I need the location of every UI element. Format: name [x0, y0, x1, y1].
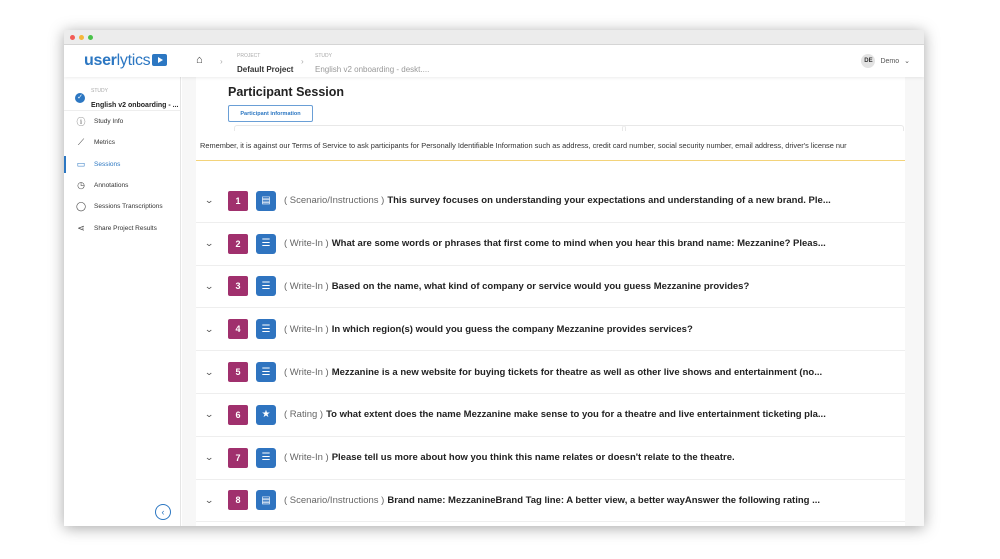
chevron-down-icon[interactable]: ⌄ [204, 280, 215, 291]
pii-warning: Remember, it is against our Terms of Service to ask participants for Personally Identifiable Information such as address, credit card number, social security number, email address, driver's license nur [196, 132, 905, 161]
chart-icon: ⟋ [77, 137, 85, 148]
task-row[interactable] [196, 480, 905, 523]
study-name: English v2 onboarding - deskt.... [315, 65, 430, 74]
task-text: To what extent does the name Mezzanine make sense to you for a theatre and live entertainment ticketing pla... [326, 409, 826, 421]
task-row[interactable] [196, 266, 905, 309]
close-window-button[interactable] [70, 35, 75, 40]
chevron-down-icon[interactable]: ⌄ [204, 238, 215, 249]
chevron-down-icon[interactable]: ⌄ [204, 366, 215, 377]
task-row[interactable] [196, 394, 905, 437]
info-card [622, 125, 904, 131]
share-icon: ⋖ [77, 222, 85, 233]
task-type: ( Scenario/Instructions ) [284, 494, 385, 506]
lines-icon: ☰ [256, 448, 276, 468]
sidebar-study[interactable] [64, 77, 180, 111]
task-number: 2 [228, 234, 248, 254]
main-content [182, 77, 924, 526]
lines-icon: ☰ [256, 234, 276, 254]
participant-information-button[interactable]: Participant information [228, 105, 313, 122]
task-text: Brand name: MezzanineBrand Tag line: A better view, a better wayAnswer the following rating ... [387, 494, 821, 506]
video-icon: ▭ [76, 158, 86, 169]
minimize-window-button[interactable] [79, 35, 84, 40]
sidebar-item-share[interactable] [64, 217, 180, 238]
title-bar [64, 30, 924, 45]
sidebar-item-label: Annotations [94, 182, 129, 190]
home-icon[interactable]: ⌂ [196, 54, 203, 66]
sidebar-item-label: Share Project Results [94, 224, 157, 232]
study-label: STUDY [315, 53, 332, 59]
star-icon: ★ [256, 405, 276, 425]
lines-icon: ☰ [256, 276, 276, 296]
task-type: ( Write-In ) [284, 366, 329, 378]
task-number: 8 [228, 490, 248, 510]
task-type: ( Scenario/Instructions ) [284, 195, 385, 207]
task-type: ( Write-In ) [284, 280, 329, 292]
task-text: In which region(s) would you guess the company Mezzanine provides services? [331, 323, 693, 335]
project-name: Default Project [237, 65, 294, 74]
task-number: 1 [228, 191, 248, 211]
collapse-sidebar-button[interactable]: ‹ [155, 504, 171, 520]
task-text: Based on the name, what kind of company or service would you guess Mezzanine provides? [331, 280, 750, 292]
breadcrumb-study[interactable] [315, 53, 429, 77]
task-row[interactable] [196, 308, 905, 351]
task-row[interactable] [196, 437, 905, 480]
task-number: 4 [228, 319, 248, 339]
task-text: What are some words or phrases that first come to mind when you hear this brand name: Mezzanine? Pleas... [331, 238, 826, 250]
sidebar-item-label: Sessions Transcriptions [94, 203, 163, 211]
sidebar-item-annotations[interactable] [64, 175, 180, 196]
chevron-down-icon[interactable]: ⌄ [204, 323, 215, 334]
task-text: Please tell us more about how you think this name relates or doesn't relate to the theatre. [331, 452, 735, 464]
study-label: STUDY [91, 88, 108, 94]
task-type: ( Write-In ) [284, 452, 329, 464]
project-label: PROJECT [237, 53, 261, 59]
study-name: English v2 onboarding - ... [91, 102, 179, 109]
task-type: ( Write-In ) [284, 238, 329, 250]
task-row[interactable] [196, 351, 905, 394]
play-icon [152, 54, 167, 66]
app-window [64, 30, 924, 526]
chevron-right-icon: › [301, 57, 304, 66]
top-header [64, 45, 924, 77]
userlytics-logo[interactable]: userlytics [84, 52, 167, 70]
lines-icon: ☰ [256, 319, 276, 339]
user-name: Demo [880, 57, 900, 65]
task-row[interactable] [196, 180, 905, 223]
sidebar-item-sessions[interactable] [64, 154, 180, 175]
task-text: This survey focuses on understanding your expectations and understanding of a new brand. Ple... [387, 195, 831, 207]
sidebar-item-metrics[interactable] [64, 132, 180, 153]
task-type: ( Rating ) [284, 409, 324, 421]
task-number: 5 [228, 362, 248, 382]
chevron-down-icon[interactable]: ⌄ [204, 195, 215, 206]
avatar: DE [861, 54, 875, 68]
chevron-right-icon: › [220, 57, 223, 66]
maximize-window-button[interactable] [88, 35, 93, 40]
chevron-down-icon[interactable]: ⌄ [204, 494, 215, 505]
sidebar-item-label: Study Info [94, 118, 124, 126]
document-icon: ▤ [256, 490, 276, 510]
sidebar-item-transcriptions[interactable] [64, 196, 180, 217]
chevron-down-icon: ⌄ [904, 58, 910, 65]
sidebar-item-study-info[interactable] [64, 111, 180, 132]
lines-icon: ☰ [256, 362, 276, 382]
clock-icon: ◷ [77, 180, 85, 191]
sidebar [64, 77, 181, 526]
sidebar-item-label: Sessions [94, 160, 121, 168]
info-card [234, 125, 626, 131]
task-row[interactable] [196, 223, 905, 266]
page-title: Participant Session [228, 85, 345, 99]
sidebar-item-label: Metrics [94, 139, 115, 147]
chat-icon: ◯ [76, 201, 87, 212]
user-menu[interactable] [861, 54, 910, 68]
document-icon: ▤ [256, 191, 276, 211]
chevron-down-icon[interactable]: ⌄ [204, 409, 215, 420]
task-number: 6 [228, 405, 248, 425]
chevron-down-icon[interactable]: ⌄ [204, 452, 215, 463]
task-number: 7 [228, 448, 248, 468]
info-icon: ⓘ [76, 117, 86, 128]
task-text: Mezzanine is a new website for buying tickets for theatre as well as other live shows and entertainment (no... [331, 366, 823, 378]
task-number: 3 [228, 276, 248, 296]
task-type: ( Write-In ) [284, 323, 329, 335]
task-list [196, 180, 905, 522]
breadcrumb-project[interactable] [237, 53, 293, 77]
session-panel [196, 77, 905, 526]
check-icon: ✓ [75, 93, 85, 103]
